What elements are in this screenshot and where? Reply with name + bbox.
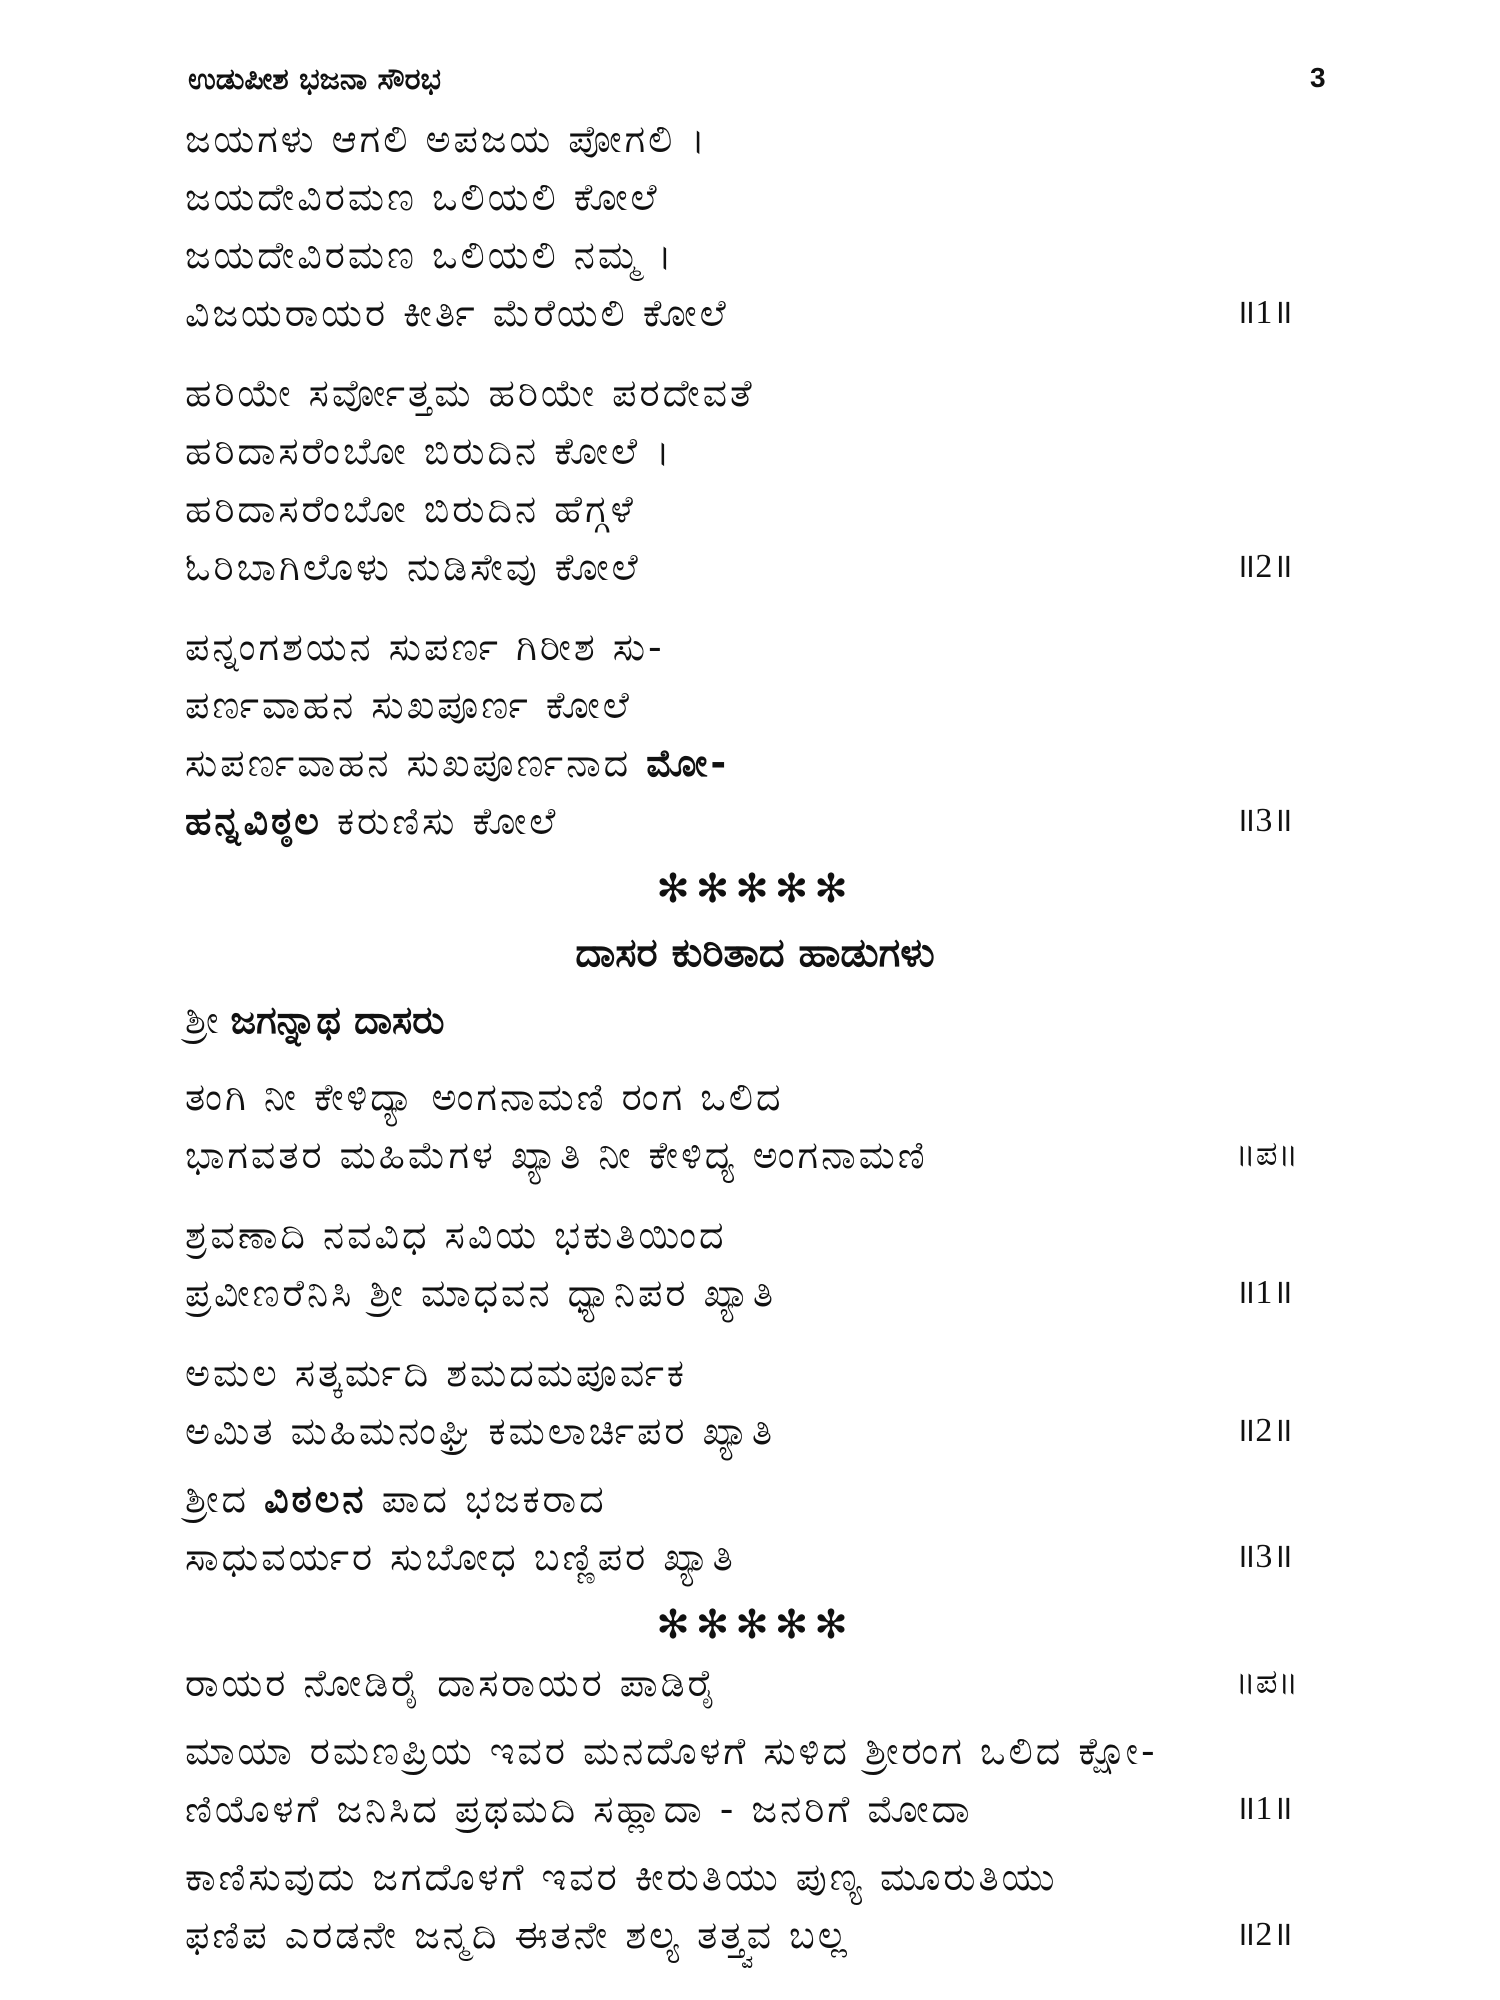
verse-text: ಪ್ರವೀಣರೆನಿಸಿ ಶ್ರೀ ಮಾಧವನ ಧ್ಯಾನಿಪರ ಖ್ಯಾತಿ	[185, 1271, 776, 1315]
verse-line	[185, 734, 1345, 792]
verse-text: ಣಿಯೊಳಗೆ ಜನಿಸಿದ ಪ್ರಥಮದಿ ಸಹ್ಲಾದಾ - ಜನರಿಗೆ ಮೋದಾ	[185, 1787, 973, 1831]
verse-line	[185, 1264, 1345, 1322]
verse-line	[185, 1126, 1345, 1184]
composer-heading	[185, 988, 1345, 1052]
verse-line: ಅಮಲ ಸತ್ಕರ್ಮದಿ ಶಮದಮಪೂರ್ವಕ	[185, 1351, 688, 1395]
stanza-marker: ॥2॥	[1235, 1412, 1293, 1449]
verse-text: ಭಾಗವತರ ಮಹಿಮೆಗಳ ಖ್ಯಾತಿ ನೀ ಕೇಳಿದ್ಯ ಅಂಗನಾಮಣಿ	[185, 1133, 928, 1177]
verse-line: ಶ್ರವಣಾದಿ ನವವಿಧ ಸವಿಯ ಭಕುತಿಯಿಂದ	[185, 1213, 727, 1257]
song1-stanza-1	[185, 110, 1345, 342]
stanza-marker: ॥2॥	[1235, 1916, 1293, 1953]
song2-stanza-1	[185, 1206, 1345, 1322]
verse-line	[185, 284, 1345, 342]
verse-text: ಸಾಧುವರ್ಯರ ಸುಬೋಧ ಬಣ್ಣಿಪರ ಖ್ಯಾತಿ	[185, 1535, 736, 1579]
verse-line	[185, 1528, 1345, 1586]
song2-pallavi	[185, 1068, 1345, 1184]
stanza-marker: ॥3॥	[1235, 1538, 1293, 1575]
song3-stanza-1	[185, 1722, 1345, 1838]
song3-pallavi	[185, 1654, 1345, 1712]
verse-text: ರಾಯರ ನೋಡಿರೈ ದಾಸರಾಯರ ಪಾಡಿರೈ	[185, 1661, 719, 1705]
composer-name: ಜಗನ್ನಾಥ ದಾಸರು	[230, 998, 445, 1042]
verse-text: ಪಾದ ಭಜಕರಾದ	[381, 1477, 607, 1521]
verse-text: ಓರಿಬಾಗಿಲೊಳು ನುಡಿಸೇವು ಕೋಲೆ	[185, 545, 641, 589]
verse-line	[185, 1780, 1345, 1838]
stanza-marker: ॥ಪ॥	[1235, 1664, 1299, 1701]
stanza-marker: ॥3॥	[1235, 802, 1293, 839]
verse-line: ಪನ್ನಂಗಶಯನ ಸುಪರ್ಣ ಗಿರೀಶ ಸು-	[185, 625, 665, 669]
stanza-marker: ॥1॥	[1235, 1274, 1293, 1311]
verse-line: ಜಯದೇವಿರಮಣ ಒಲಿಯಲಿ ನಮ್ಮ ।	[185, 233, 675, 277]
stanza-marker: ॥1॥	[1235, 1790, 1293, 1827]
song3-stanza-2	[185, 1848, 1345, 1964]
verse-text-bold: ಹನ್ನವಿಠ್ಠಲ	[185, 799, 322, 843]
verse-line	[185, 538, 1345, 596]
section-divider: ✻✻✻✻✻	[656, 866, 854, 912]
verse-text-bold: ಮೋ-	[646, 741, 730, 785]
verse-text: ಅಮಿತ ಮಹಿಮನಂಘ್ರಿ ಕಮಲಾರ್ಚಿಪರ ಖ್ಯಾತಿ	[185, 1409, 775, 1453]
stanza-marker: ॥2॥	[1235, 548, 1293, 585]
song1-stanza-3	[185, 618, 1345, 850]
song2-stanza-2	[185, 1344, 1345, 1460]
verse-text: ವಿಜಯರಾಯರ ಕೀರ್ತಿ ಮೆರೆಯಲಿ ಕೋಲೆ	[185, 291, 729, 335]
verse-line: ಜಯಗಳು ಆಗಲಿ ಅಪಜಯ ಪೋಗಲಿ ।	[185, 117, 708, 161]
verse-text: ಸುಪರ್ಣವಾಹನ ಸುಖಪೂರ್ಣನಾದ	[185, 741, 632, 785]
verse-text: ಫಣಿಪ ಎರಡನೇ ಜನ್ಮದಿ ಈತನೇ ಶಲ್ಯ ತತ್ತ್ವವ ಬಲ್ಲ	[185, 1913, 850, 1957]
verse-line	[185, 1402, 1345, 1460]
verse-line	[185, 792, 1345, 850]
verse-line: ಮಾಯಾ ರಮಣಪ್ರಿಯ ಇವರ ಮನದೊಳಗೆ ಸುಳಿದ ಶ್ರೀರಂಗ ಒಲಿದ ಕ್ಷೋ-	[185, 1729, 1158, 1773]
section-title: ದಾಸರ ಕುರಿತಾದ ಹಾಡುಗಳು	[575, 930, 935, 976]
song2-stanza-3	[185, 1470, 1345, 1586]
verse-text: ಕರುಣಿಸು ಕೋಲೆ	[336, 799, 559, 843]
verse-line: ಹರಿದಾಸರೆಂಬೋ ಬಿರುದಿನ ಹೆಗ್ಗಳೆ	[185, 487, 636, 531]
song1-stanza-2	[185, 364, 1345, 596]
verse-line: ಪರ್ಣವಾಹನ ಸುಖಪೂರ್ಣ ಕೋಲೆ	[185, 683, 632, 727]
composer-prefix: ಶ್ರೀ	[185, 998, 219, 1042]
verse-text-bold: ವಿಠಲನ	[264, 1477, 367, 1521]
stanza-marker: ॥ಪ॥	[1235, 1136, 1299, 1173]
verse-line: ಜಯದೇವಿರಮಣ ಒಲಿಯಲಿ ಕೋಲೆ	[185, 175, 660, 219]
page-content	[185, 110, 1345, 1974]
verse-line	[185, 1654, 1345, 1712]
verse-line: ಹರಿಯೇ ಸರ್ವೋತ್ತಮ ಹರಿಯೇ ಪರದೇವತೆ	[185, 371, 755, 415]
section-divider: ✻✻✻✻✻	[656, 1602, 854, 1648]
stanza-marker: ॥1॥	[1235, 294, 1293, 331]
page-number: 3	[1310, 62, 1326, 93]
verse-line: ಕಾಣಿಸುವುದು ಜಗದೊಳಗೆ ಇವರ ಕೀರುತಿಯು ಪುಣ್ಯ ಮೂರುತಿಯು	[185, 1855, 1058, 1899]
running-title: ಉಡುಪೀಶ ಭಜನಾ ಸೌರಭ	[188, 62, 441, 97]
verse-line	[185, 1906, 1345, 1964]
verse-text: ಶ್ರೀದ	[185, 1477, 249, 1521]
verse-line: ತಂಗಿ ನೀ ಕೇಳಿದ್ಯಾ ಅಂಗನಾಮಣಿ ರಂಗ ಒಲಿದ	[185, 1075, 784, 1119]
verse-line: ಹರಿದಾಸರೆಂಬೋ ಬಿರುದಿನ ಕೋಲೆ ।	[185, 429, 673, 473]
verse-line	[185, 1470, 1345, 1528]
